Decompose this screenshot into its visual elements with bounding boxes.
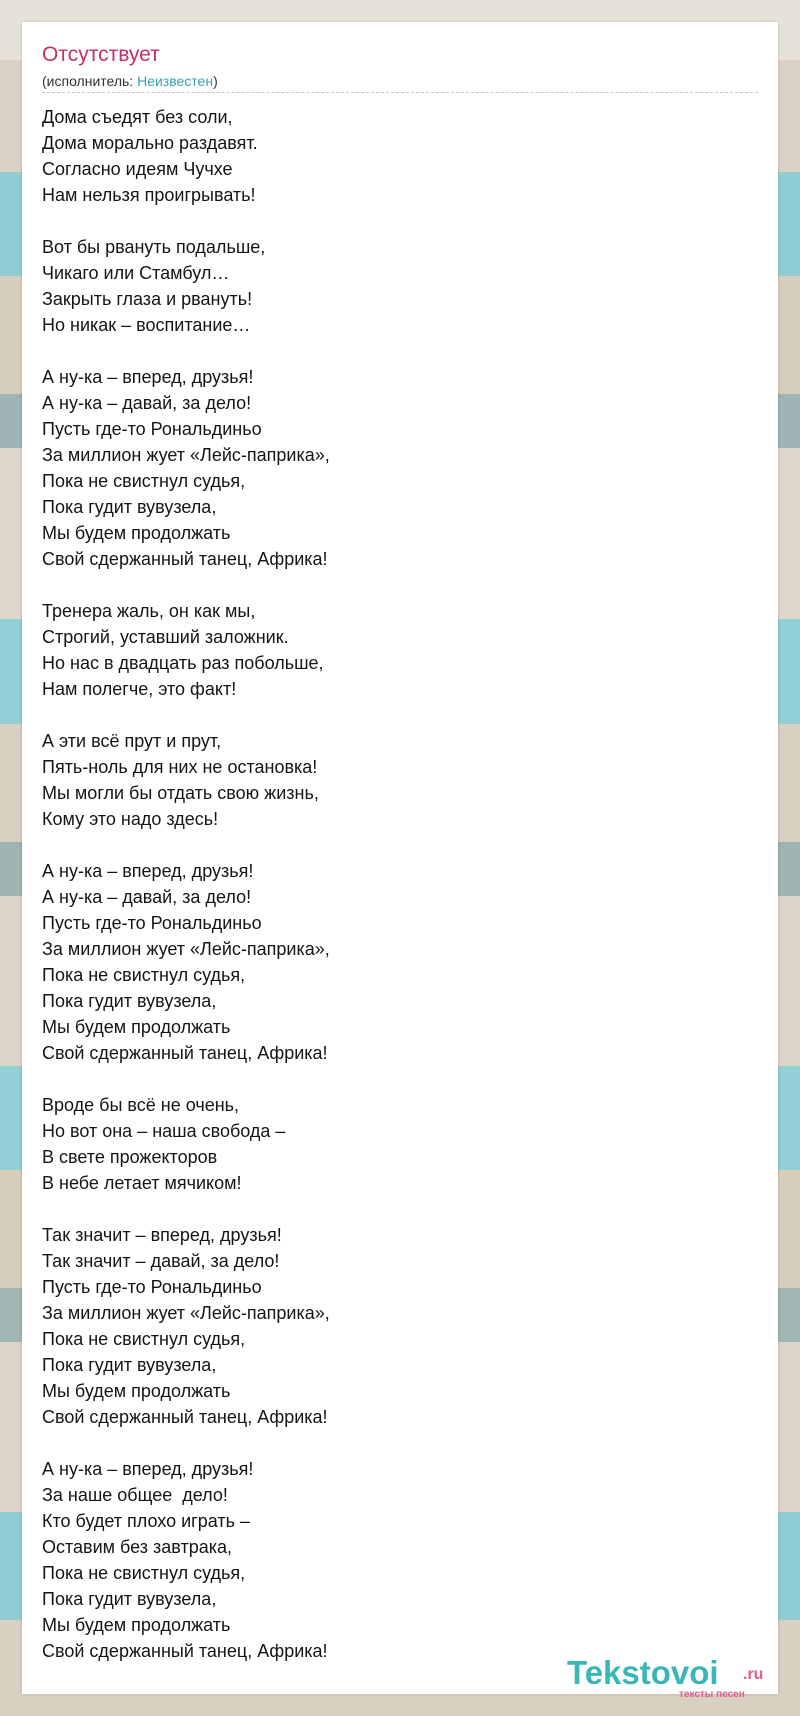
lyrics-line: Кому это надо здесь! [42,809,219,829]
lyrics-line: Мы будем продолжать [42,1381,231,1401]
lyrics-line: Пока гудит вувузела, [42,1355,217,1375]
lyrics-line: Мы будем продолжать [42,523,231,543]
lyrics-line: Вроде бы всё не очень, [42,1095,240,1115]
lyrics-line: А эти всё прут и прут, [42,731,222,751]
lyrics-line: А ну-ка – вперед, друзья! [42,367,254,387]
lyrics-line: Пока не свистнул судья, [42,1563,246,1583]
lyrics-line: Дома съедят без соли, [42,107,233,127]
lyrics-line: Нам полегче, это факт! [42,679,237,699]
lyrics-line: Пять-ноль для них не остановка! [42,757,318,777]
lyrics-line: Так значит – давай, за дело! [42,1251,280,1271]
lyrics-line: А ну-ка – давай, за дело! [42,393,252,413]
lyrics-stanza [42,728,742,832]
lyrics-line: Пусть где-то Рональдиньо [42,419,262,439]
lyrics-line: Кто будет плохо играть – [42,1511,250,1531]
lyrics-stanza [42,1092,742,1196]
title-divider [42,92,758,93]
lyrics-card [22,22,778,1694]
lyrics-line: Свой сдержанный танец, Африка! [42,1407,328,1427]
lyrics-line: За миллион жует «Лейс-паприка», [42,939,330,959]
lyrics-line: Пусть где-то Рональдиньо [42,1277,262,1297]
lyrics-line: Закрыть глаза и рвануть! [42,289,253,309]
lyrics-line: Но вот она – наша свобода – [42,1121,286,1141]
lyrics-line: Но никак – воспитание… [42,315,251,335]
lyrics-line: Нам нельзя проигрывать! [42,185,256,205]
lyrics-line: А ну-ка – вперед, друзья! [42,861,254,881]
lyrics-stanza [42,858,742,1066]
lyrics-line: Оставим без завтрака, [42,1537,233,1557]
lyrics-line: Пусть где-то Рональдиньо [42,913,262,933]
lyrics-line: Мы будем продолжать [42,1017,231,1037]
lyrics-stanza [42,234,742,338]
lyrics-line: Согласно идеям Чучхе [42,159,233,179]
artist-link[interactable]: Неизвестен [137,73,214,89]
lyrics-line: А ну-ка – вперед, друзья! [42,1459,254,1479]
lyrics-line: Пока не свистнул судья, [42,1329,246,1349]
artist-line [42,72,218,90]
lyrics-line: В свете прожекторов [42,1147,218,1167]
lyrics-line: Дома морально раздавят. [42,133,258,153]
song-title: Отсутствует [42,43,160,66]
lyrics-stanza [42,104,742,208]
lyrics-line: Пока гудит вувузела, [42,1589,217,1609]
logo-name: Tekstovoi [567,1654,719,1691]
artist-prefix: (исполнитель: [42,73,138,89]
lyrics-line: Пока не свистнул судья, [42,965,246,985]
lyrics-line: Свой сдержанный танец, Африка! [42,1641,328,1661]
lyrics-stanza [42,1456,742,1664]
lyrics-line: За наше общее дело! [42,1485,228,1505]
lyrics-line: Но нас в двадцать раз побольше, [42,653,324,673]
site-logo[interactable] [567,1655,772,1699]
artist-suffix: ) [213,73,218,89]
lyrics-line: Пока гудит вувузела, [42,991,217,1011]
lyrics-line: Пока не свистнул судья, [42,471,246,491]
lyrics-stanza [42,1222,742,1430]
lyrics-line: Свой сдержанный танец, Африка! [42,549,328,569]
lyrics-line: Так значит – вперед, друзья! [42,1225,282,1245]
lyrics-line: За миллион жует «Лейс-паприка», [42,445,330,465]
lyrics-line: В небе летает мячиком! [42,1173,242,1193]
lyrics-line: Свой сдержанный танец, Африка! [42,1043,328,1063]
logo-tld: .ru [743,1666,764,1683]
lyrics-line: Пока гудит вувузела, [42,497,217,517]
lyrics-line: Мы могли бы отдать свою жизнь, [42,783,319,803]
lyrics-line: Чикаго или Стамбул… [42,263,230,283]
lyrics-line: Мы будем продолжать [42,1615,231,1635]
lyrics-line: За миллион жует «Лейс-паприка», [42,1303,330,1323]
lyrics-stanza [42,364,742,572]
lyrics-stanza [42,598,742,702]
lyrics-line: А ну-ка – давай, за дело! [42,887,252,907]
lyrics-line: Тренера жаль, он как мы, [42,601,256,621]
lyrics-text [42,104,742,1690]
lyrics-line: Вот бы рвануть подальше, [42,237,266,257]
logo-tagline: тексты песен [679,1689,745,1700]
lyrics-line: Строгий, уставший заложник. [42,627,289,647]
